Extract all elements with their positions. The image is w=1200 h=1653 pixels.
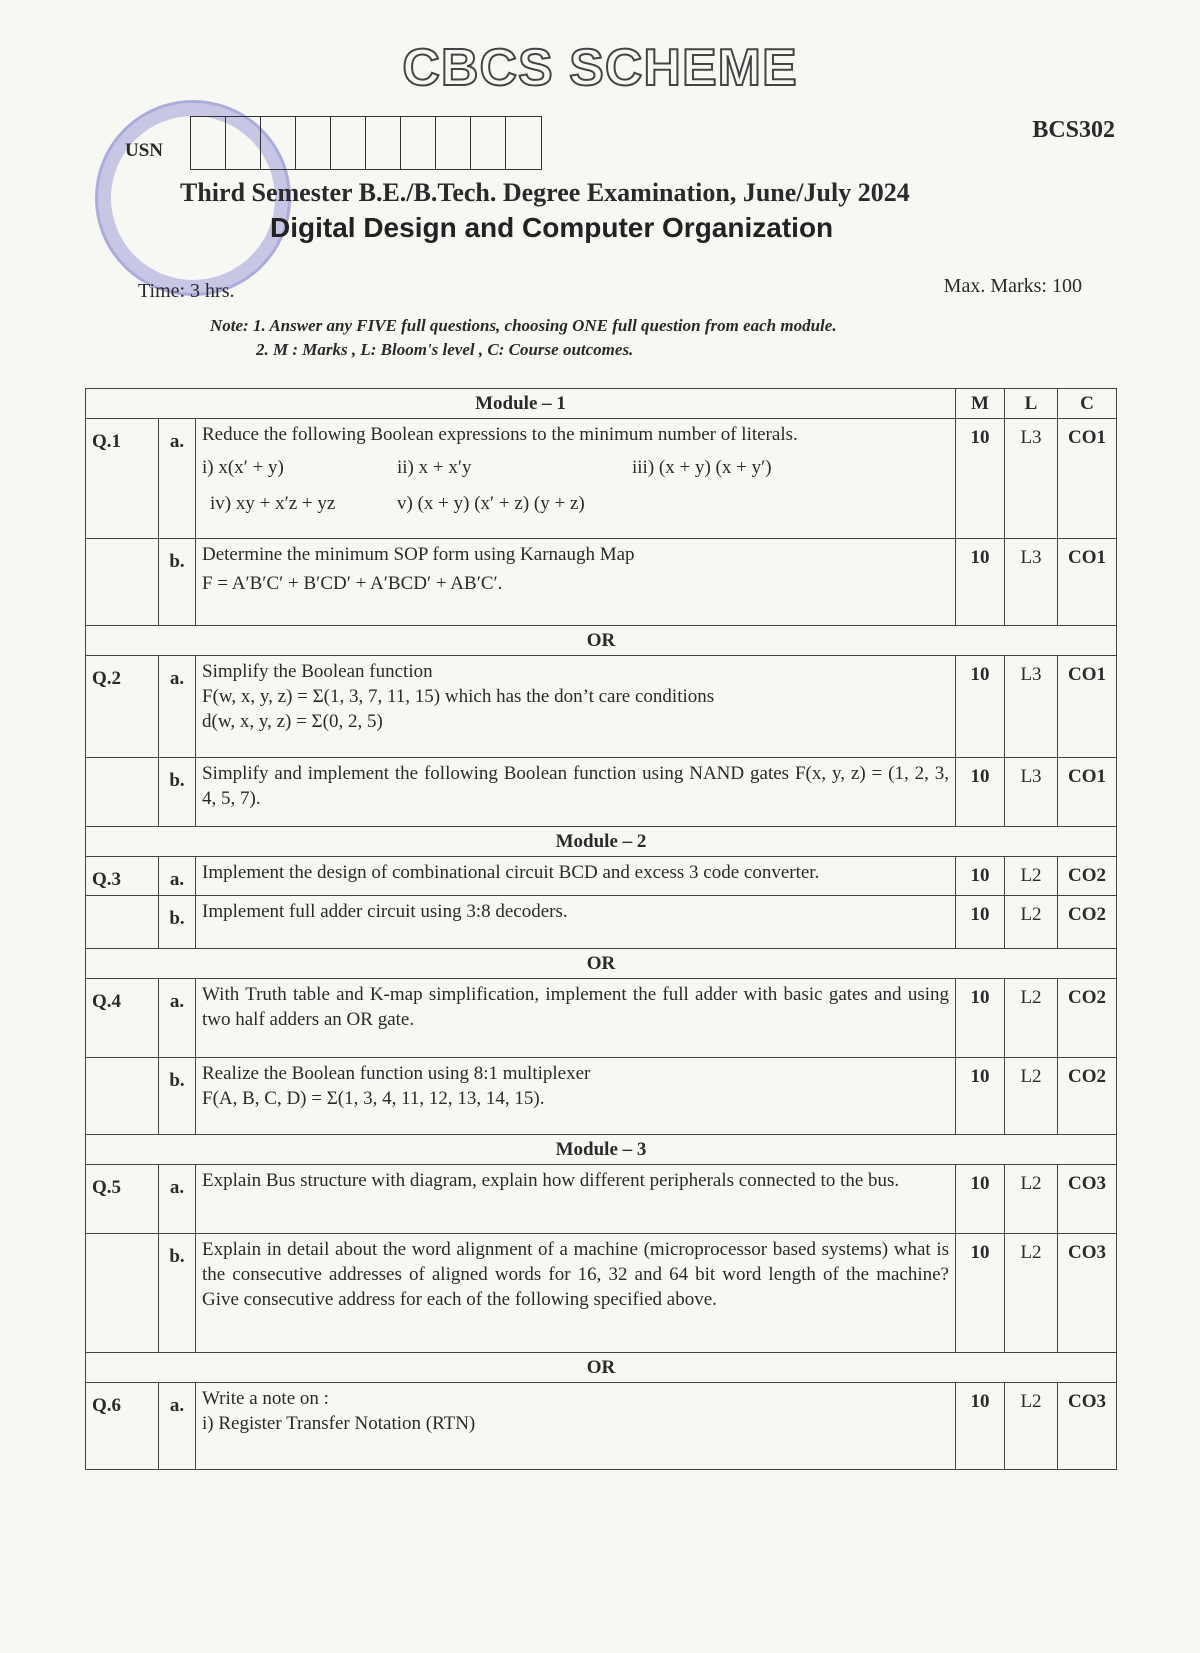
table-row (86, 1383, 1117, 1470)
paper-code: BCS302 (1032, 117, 1115, 143)
marks-cell: 10 (956, 1383, 1005, 1470)
col-header-outcome: C (1058, 389, 1117, 419)
table-row (86, 896, 1117, 949)
table-header-row (86, 389, 1117, 419)
question-text (196, 539, 956, 626)
or-row (86, 626, 1117, 656)
marks-cell: 10 (956, 539, 1005, 626)
question-text-line: Determine the minimum SOP form using Karnaugh Map (202, 544, 635, 565)
question-text-line: i) Register Transfer Notation (RTN) (202, 1413, 476, 1434)
outcome-cell: CO3 (1058, 1234, 1117, 1353)
usn-box (471, 117, 506, 169)
expression: i) x(x′ + y) (202, 457, 284, 478)
level-cell: L2 (1005, 896, 1058, 949)
part-label: b. (159, 1234, 196, 1353)
instructions-note (210, 314, 837, 362)
usn-box (226, 117, 261, 169)
module-heading: Module – 1 (86, 389, 956, 419)
level-cell: L2 (1005, 979, 1058, 1058)
expression: v) (x + y) (x′ + z) (y + z) (397, 493, 585, 514)
usn-box (296, 117, 331, 169)
level-cell: L2 (1005, 1383, 1058, 1470)
usn-box (191, 117, 226, 169)
question-text: Implement the design of combinational circuit BCD and excess 3 code converter. (196, 857, 956, 896)
level-cell: L2 (1005, 1165, 1058, 1234)
table-row (86, 656, 1117, 758)
module-row (86, 827, 1117, 857)
part-label: b. (159, 896, 196, 949)
question-text: With Truth table and K-map simplification, implement the full adder with basic gates and using two half adders an OR gate. (196, 979, 956, 1058)
col-header-level: L (1005, 389, 1058, 419)
module-row (86, 1135, 1117, 1165)
or-separator: OR (86, 626, 1117, 656)
table-row (86, 419, 1117, 539)
table-row (86, 1058, 1117, 1135)
expression: iv) xy + x′z + yz (210, 493, 336, 514)
question-text-line: F(w, x, y, z) = Σ(1, 3, 7, 11, 15) which has the don’t care conditions (202, 686, 715, 707)
part-label: b. (159, 539, 196, 626)
table-row (86, 1165, 1117, 1234)
page-bottom-margin (0, 1535, 1200, 1653)
usn-box (331, 117, 366, 169)
level-cell: L3 (1005, 656, 1058, 758)
question-number: Q.1 (86, 419, 159, 539)
exam-title: Third Semester B.E./B.Tech. Degree Examination, June/July 2024 (180, 178, 910, 207)
marks-cell: 10 (956, 857, 1005, 896)
question-text (196, 1058, 956, 1135)
usn-box (366, 117, 401, 169)
table-row (86, 539, 1117, 626)
level-cell: L2 (1005, 1234, 1058, 1353)
expression-row (202, 455, 949, 485)
marks-cell: 10 (956, 979, 1005, 1058)
usn-box (401, 117, 436, 169)
question-text-line: Reduce the following Boolean expressions to the minimum number of literals. (202, 424, 798, 445)
max-marks: Max. Marks: 100 (943, 275, 1082, 297)
outcome-cell: CO2 (1058, 896, 1117, 949)
col-header-marks: M (956, 389, 1005, 419)
usn-box (261, 117, 296, 169)
outcome-cell: CO1 (1058, 539, 1117, 626)
usn-boxes (190, 116, 542, 170)
question-text: Implement full adder circuit using 3:8 decoders. (196, 896, 956, 949)
part-label: b. (159, 1058, 196, 1135)
table-row (86, 979, 1117, 1058)
table-row (86, 758, 1117, 827)
outcome-cell: CO2 (1058, 857, 1117, 896)
scheme-title: CBCS SCHEME (402, 39, 798, 97)
expression: F = A′B′C′ + B′CD′ + A′BCD′ + AB′C′. (202, 573, 503, 594)
expression-row (202, 491, 949, 521)
expression: iii) (x + y) (x + y′) (632, 457, 772, 478)
question-number: Q.2 (86, 656, 159, 758)
module-heading: Module – 2 (86, 827, 1117, 857)
marks-cell: 10 (956, 656, 1005, 758)
module-heading: Module – 3 (86, 1135, 1117, 1165)
or-separator: OR (86, 1353, 1117, 1383)
usn-box (506, 117, 541, 169)
question-text (196, 656, 956, 758)
part-label: b. (159, 758, 196, 827)
outcome-cell: CO2 (1058, 979, 1117, 1058)
question-text: Explain Bus structure with diagram, explain how different peripherals connected to the bus. (196, 1165, 956, 1234)
or-row (86, 1353, 1117, 1383)
or-separator: OR (86, 949, 1117, 979)
marks-cell: 10 (956, 896, 1005, 949)
outcome-cell: CO1 (1058, 656, 1117, 758)
usn-label: USN (125, 140, 164, 161)
question-table (85, 388, 1117, 1470)
expression: ii) x + x′y (397, 457, 472, 478)
outcome-cell: CO1 (1058, 419, 1117, 539)
level-cell: L3 (1005, 539, 1058, 626)
time-allowed: Time: 3 hrs. (138, 280, 235, 302)
question-text-line: Simplify the Boolean function (202, 661, 433, 682)
marks-cell: 10 (956, 1058, 1005, 1135)
expression: F(A, B, C, D) = Σ(1, 3, 4, 11, 12, 13, 14, 15). (202, 1088, 545, 1109)
outcome-cell: CO2 (1058, 1058, 1117, 1135)
marks-cell: 10 (956, 419, 1005, 539)
table-row (86, 1234, 1117, 1353)
note-line-1: Note: 1. Answer any FIVE full questions, choosing ONE full question from each module. (210, 316, 837, 335)
table-row (86, 857, 1117, 896)
marks-cell: 10 (956, 758, 1005, 827)
subject-title: Digital Design and Computer Organization (270, 212, 834, 243)
outcome-cell: CO3 (1058, 1383, 1117, 1470)
question-text-line: Realize the Boolean function using 8:1 multiplexer (202, 1063, 591, 1084)
question-number: Q.6 (86, 1383, 159, 1470)
part-label: a. (159, 419, 196, 539)
level-cell: L2 (1005, 1058, 1058, 1135)
part-label: a. (159, 979, 196, 1058)
question-text (196, 1383, 956, 1470)
part-label: a. (159, 857, 196, 896)
level-cell: L3 (1005, 758, 1058, 827)
question-text: Simplify and implement the following Boolean function using NAND gates F(x, y, z) = (1, 2, 3, 4, 5, 7). (196, 758, 956, 827)
question-number: Q.3 (86, 857, 159, 896)
outcome-cell: CO1 (1058, 758, 1117, 827)
question-text-line: Write a note on : (202, 1388, 329, 1409)
question-number: Q.4 (86, 979, 159, 1058)
question-text-line: d(w, x, y, z) = Σ(0, 2, 5) (202, 711, 383, 732)
outcome-cell: CO3 (1058, 1165, 1117, 1234)
part-label: a. (159, 1165, 196, 1234)
or-row (86, 949, 1117, 979)
question-text (196, 419, 956, 539)
usn-box (436, 117, 471, 169)
question-number: Q.5 (86, 1165, 159, 1234)
part-label: a. (159, 656, 196, 758)
level-cell: L3 (1005, 419, 1058, 539)
level-cell: L2 (1005, 857, 1058, 896)
marks-cell: 10 (956, 1234, 1005, 1353)
part-label: a. (159, 1383, 196, 1470)
marks-cell: 10 (956, 1165, 1005, 1234)
question-text: Explain in detail about the word alignment of a machine (microprocessor based systems) what is the consecutive addresses of aligned words for 16, 32 and 64 bit word length of the machine? Give consecutive address for each of the following specified above. (196, 1234, 956, 1353)
note-line-2: 2. M : Marks , L: Bloom's level , C: Course outcomes. (256, 340, 634, 359)
